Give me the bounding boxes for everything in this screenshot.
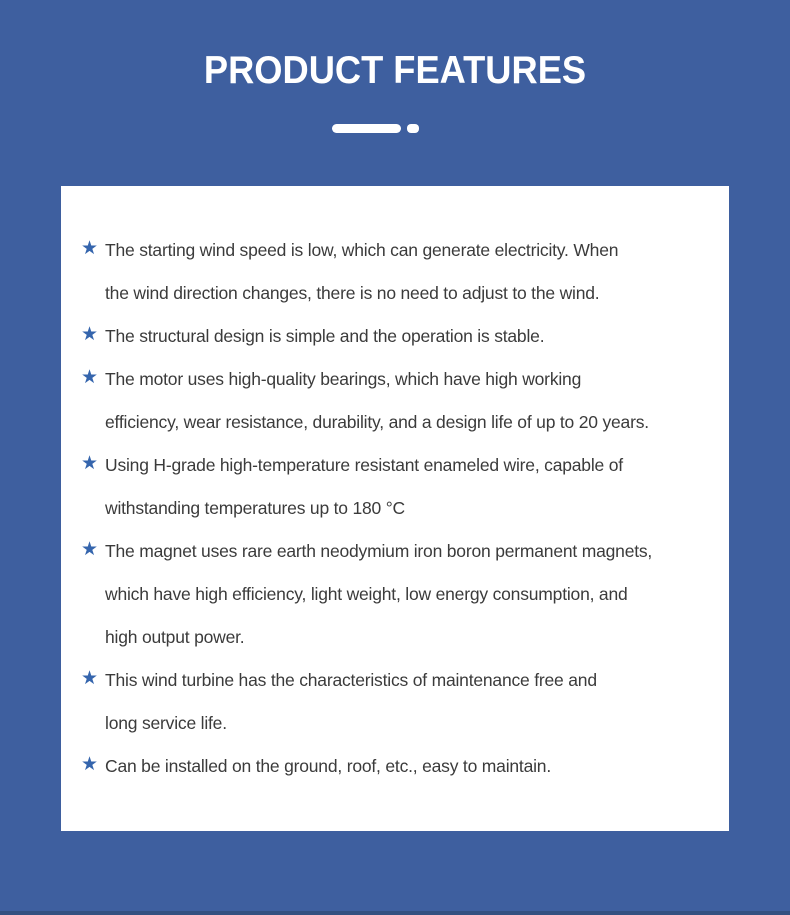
divider-dot <box>407 124 419 133</box>
star-icon: ★ <box>81 538 99 560</box>
star-icon: ★ <box>81 323 99 345</box>
feature-line: The starting wind speed is low, which can generate electricity. When <box>105 240 619 260</box>
divider-line <box>332 124 401 133</box>
star-icon: ★ <box>81 366 99 388</box>
feature-line: high output power. <box>105 627 245 647</box>
feature-item <box>81 659 721 745</box>
feature-line: withstanding temperatures up to 180 °C <box>105 498 405 518</box>
feature-line: the wind direction changes, there is no need to adjust to the wind. <box>105 283 600 303</box>
feature-line: long service life. <box>105 713 227 733</box>
feature-line: The magnet uses rare earth neodymium iron boron permanent magnets, <box>105 541 653 561</box>
feature-item <box>81 229 721 315</box>
feature-item <box>81 745 721 788</box>
page-title: PRODUCT FEATURES <box>203 49 587 92</box>
feature-line: The structural design is simple and the operation is stable. <box>105 326 545 346</box>
feature-item <box>81 444 721 530</box>
footer-strip <box>0 911 790 915</box>
feature-item <box>81 358 721 444</box>
star-icon: ★ <box>81 452 99 474</box>
features-card <box>61 186 729 831</box>
star-icon: ★ <box>81 753 99 775</box>
feature-line: This wind turbine has the characteristics of maintenance free and <box>105 670 597 690</box>
features-list <box>61 229 729 788</box>
feature-line: The motor uses high-quality bearings, which have high working <box>105 369 582 389</box>
star-icon: ★ <box>81 667 99 689</box>
feature-line: Can be installed on the ground, roof, etc., easy to maintain. <box>105 756 551 776</box>
feature-line: Using H-grade high-temperature resistant enameled wire, capable of <box>105 455 623 475</box>
feature-item <box>81 530 721 659</box>
title-divider-group <box>332 124 419 133</box>
feature-line: efficiency, wear resistance, durability, and a design life of up to 20 years. <box>105 412 649 432</box>
star-icon: ★ <box>81 237 99 259</box>
title-divider <box>0 124 790 133</box>
feature-item <box>81 315 721 358</box>
feature-line: which have high efficiency, light weight, low energy consumption, and <box>105 584 628 604</box>
